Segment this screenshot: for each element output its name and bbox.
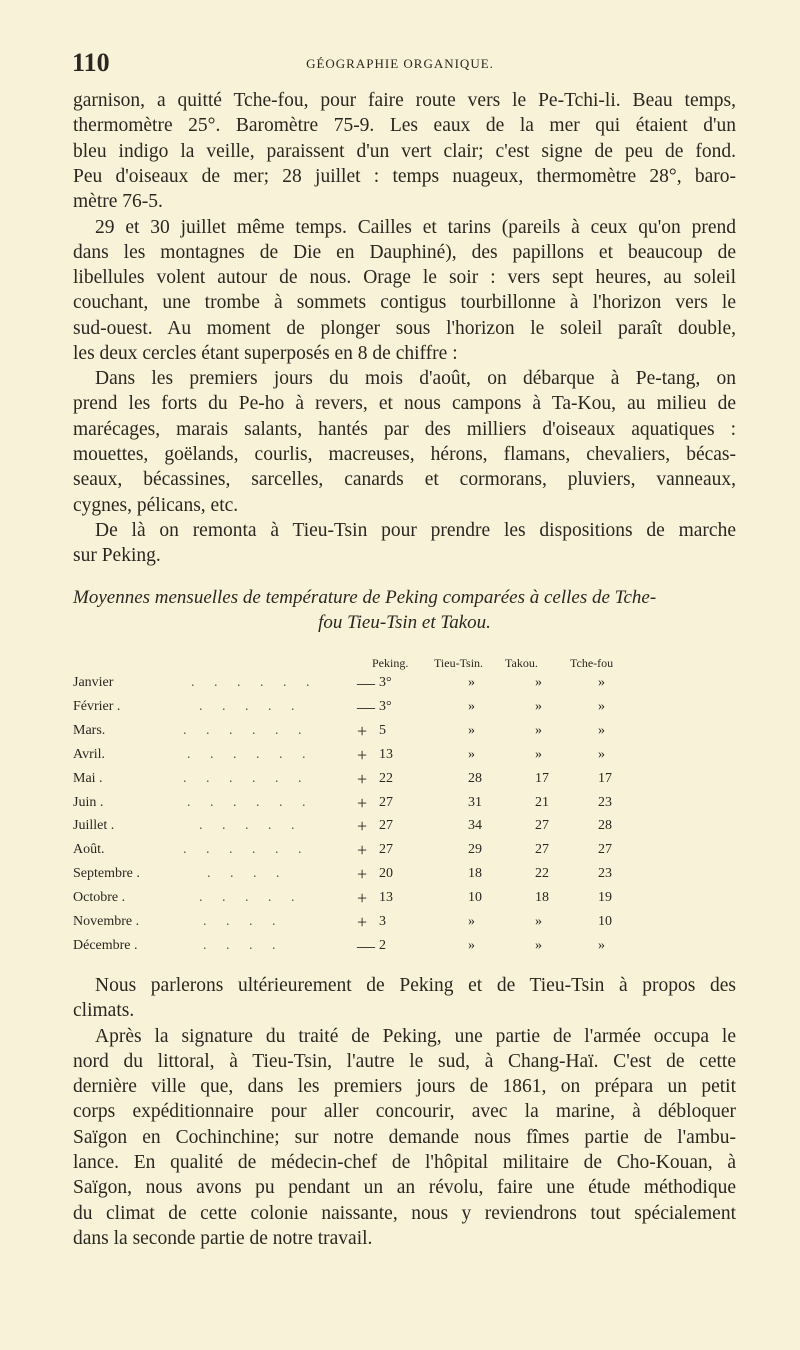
sign: +: [357, 912, 368, 932]
value-tche-fou: 17: [598, 770, 612, 786]
table-row: [73, 720, 673, 742]
value-peking: 27: [379, 842, 393, 858]
text-line: corps expéditionnaire pour aller concourir, avec la marine, à débloquer: [73, 1101, 736, 1123]
table-row: [73, 696, 673, 718]
leader-dots: . . . . . .: [191, 675, 318, 690]
table-row: [73, 672, 673, 694]
value-peking: 22: [379, 770, 393, 786]
sign: +: [357, 792, 368, 813]
value-takou: 22: [535, 866, 549, 882]
column-header-tche-fou: Tche-fou: [570, 656, 614, 670]
column-header-takou: Takou.: [505, 656, 538, 670]
text-line: garnison, a quitté Tche-fou, pour faire route vers le Pe-Tchi-li. Beau temps,: [73, 90, 736, 111]
sign: +: [357, 864, 368, 885]
value-tieu-tsin: »: [468, 937, 475, 953]
value-tieu-tsin: 10: [468, 890, 482, 906]
value-tche-fou: 23: [598, 866, 612, 882]
leader-dots: . . . . . .: [183, 722, 310, 738]
sign: +: [357, 744, 368, 765]
month-label: Avril.: [73, 746, 106, 762]
text-line: bleu indigo la veille, paraissent d'un vert clair; c'est signe de peu de fond.: [73, 140, 736, 162]
text-line: thermomètre 25°. Baromètre 75-9. Les eaux de la mer qui étaient d'un: [73, 115, 736, 137]
leader-dots: . . . .: [203, 937, 284, 953]
value-tieu-tsin: »: [468, 722, 475, 738]
text-line: mouettes, goëlands, courlis, macreuses, hérons, flamans, chevaliers, bécas-: [73, 443, 736, 465]
text-line: seaux, bécassines, sarcelles, canards et cormorans, pluviers, vanneaux,: [73, 469, 736, 491]
value-takou: »: [535, 914, 542, 929]
month-label: Juillet .: [73, 818, 115, 834]
table-title: Moyennes mensuelles de température de Peking comparées à celles de Tche-: [73, 587, 657, 608]
value-tieu-tsin: »: [468, 698, 475, 714]
month-label: Novembre .: [73, 914, 140, 929]
value-tieu-tsin: 28: [468, 770, 482, 786]
text-line: nord du littoral, à Tieu-Tsin, l'autre le sud, à Chang-Haï. C'est de cette: [73, 1050, 736, 1072]
value-tche-fou: 23: [598, 794, 612, 810]
value-peking: 13: [379, 890, 393, 906]
value-peking: 27: [379, 818, 393, 834]
running-head: GÉOGRAPHIE ORGANIQUE.: [306, 56, 494, 71]
leader-dots: . . . .: [203, 914, 284, 929]
value-takou: »: [535, 746, 542, 762]
value-tche-fou: 19: [598, 890, 612, 906]
value-tieu-tsin: »: [468, 914, 475, 929]
text-line: dans la seconde partie de notre travail.: [73, 1227, 373, 1249]
sign: +: [357, 840, 368, 861]
value-tieu-tsin: 18: [468, 866, 482, 882]
table-row: [73, 839, 673, 861]
value-tche-fou: »: [598, 675, 605, 690]
month-label: Octobre .: [73, 890, 126, 906]
table-row: [73, 744, 673, 766]
value-tche-fou: 10: [598, 914, 612, 929]
text-line: dernière ville que, dans les premiers jours de 1861, on prépara un petit: [73, 1076, 736, 1098]
value-tche-fou: »: [598, 698, 605, 714]
text-line: 29 et 30 juillet même temps. Cailles et tarins (pareils à ceux qu'on prend: [95, 216, 736, 238]
table-row: [73, 935, 673, 957]
value-takou: »: [535, 722, 542, 738]
leader-dots: . . . .: [207, 866, 288, 882]
month-label: Août.: [73, 842, 105, 858]
value-tieu-tsin: 34: [468, 818, 482, 834]
text-line: Nous parlerons ultérieurement de Peking et de Tieu-Tsin à propos des: [95, 975, 736, 996]
value-peking: 20: [379, 866, 393, 882]
month-label: Février .: [73, 698, 121, 714]
leader-dots: . . . . . .: [187, 746, 314, 762]
sign: +: [357, 768, 368, 789]
column-header-peking: Peking.: [372, 656, 409, 670]
leader-dots: . . . . .: [199, 818, 303, 834]
table-row: [73, 911, 673, 933]
text-line: marécages, marais salants, hantés par des milliers d'oiseaux aquatiques :: [73, 418, 736, 440]
leader-dots: . . . . .: [199, 698, 303, 714]
value-takou: 27: [535, 818, 549, 834]
table-row: [73, 792, 673, 814]
table-title-continued: fou Tieu-Tsin et Takou.: [318, 612, 491, 633]
value-takou: 21: [535, 794, 549, 810]
table-row: [73, 863, 673, 885]
value-peking: 3°: [379, 698, 392, 714]
sign: +: [357, 720, 368, 741]
month-label: Mai .: [73, 770, 103, 786]
text-line: du climat de cette colonie naissante, nous y reviendrons tout spécialement: [73, 1202, 736, 1224]
text-line: lance. En qualité de médecin-chef de l'hôpital militaire de Cho-Kouan, à: [73, 1152, 736, 1173]
text-line: mètre 76-5.: [73, 191, 163, 213]
value-tche-fou: »: [598, 746, 605, 762]
text-line: Peu d'oiseaux de mer; 28 juillet : temps nuageux, thermomètre 28°, baro-: [73, 165, 736, 187]
sign: —: [357, 673, 375, 693]
text-line: sur Peking.: [73, 545, 161, 567]
value-takou: »: [535, 937, 542, 953]
value-tche-fou: »: [598, 722, 605, 738]
leader-dots: . . . . . .: [183, 770, 310, 786]
month-label: Décembre .: [73, 937, 138, 953]
sign: —: [357, 935, 375, 956]
leader-dots: . . . . .: [199, 890, 303, 906]
value-peking: 5: [379, 722, 386, 738]
text-line: libellules volent autour de nous. Orage le soir : vers sept heures, au soleil: [73, 267, 736, 289]
table-row: [73, 887, 673, 909]
text-line: Saïgon, nous avons pu pendant un an révolu, faire une étude méthodique: [73, 1177, 736, 1199]
text-line: cygnes, pélicans, etc.: [73, 494, 239, 516]
value-tche-fou: 28: [598, 818, 612, 834]
value-takou: »: [535, 698, 542, 714]
text-line: prend les forts du Pe-ho à revers, et nous campons à Ta-Kou, au milieu de: [73, 393, 736, 415]
month-label: Septembre .: [73, 866, 140, 882]
leader-dots: . . . . . .: [187, 794, 314, 810]
leader-dots: . . . . . .: [183, 842, 310, 858]
month-label: Juin .: [73, 794, 104, 810]
text-line: les deux cercles étant superposés en 8 de chiffre :: [73, 343, 458, 364]
value-takou: 27: [535, 842, 549, 858]
value-tche-fou: »: [598, 937, 605, 953]
value-peking: 2: [379, 937, 386, 953]
table-row: [73, 815, 673, 837]
text-line: Saïgon en Cochinchine; sur notre demande nous fîmes partie de l'ambu-: [73, 1126, 736, 1148]
text-line: climats.: [73, 1000, 135, 1022]
text-line: couchant, une trombe à sommets contigus tourbillonne à l'horizon vers le: [73, 292, 736, 314]
sign: +: [357, 888, 368, 909]
value-peking: 27: [379, 794, 393, 810]
table-row: [73, 768, 673, 790]
sign: +: [357, 816, 368, 837]
value-tieu-tsin: 31: [468, 794, 482, 810]
value-takou: 17: [535, 770, 549, 786]
month-label: Mars.: [73, 722, 106, 738]
text-line: Après la signature du traité de Peking, une partie de l'armée occupa le: [95, 1025, 736, 1047]
month-label: Janvier: [73, 675, 114, 690]
sign: —: [357, 696, 375, 717]
page-number: 110: [72, 48, 110, 77]
column-header-tieu-tsin: Tieu-Tsin.: [434, 656, 484, 670]
text-line: De là on remonta à Tieu-Tsin pour prendre les dispositions de marche: [95, 520, 736, 541]
value-peking: 3: [379, 914, 386, 929]
text-line: Dans les premiers jours du mois d'août, on débarque à Pe-tang, on: [95, 368, 736, 389]
value-takou: »: [535, 675, 542, 690]
value-tieu-tsin: 29: [468, 842, 482, 858]
value-takou: 18: [535, 890, 549, 906]
value-tche-fou: 27: [598, 842, 612, 858]
text-line: sud-ouest. Au moment de plonger sous l'horizon le soleil paraît double,: [73, 317, 736, 339]
value-tieu-tsin: »: [468, 746, 475, 762]
value-peking: 13: [379, 746, 393, 762]
value-tieu-tsin: »: [468, 675, 475, 690]
value-peking: 3°: [379, 675, 392, 690]
text-line: dans les montagnes de Die en Dauphiné), des papillons et beaucoup de: [73, 241, 736, 263]
